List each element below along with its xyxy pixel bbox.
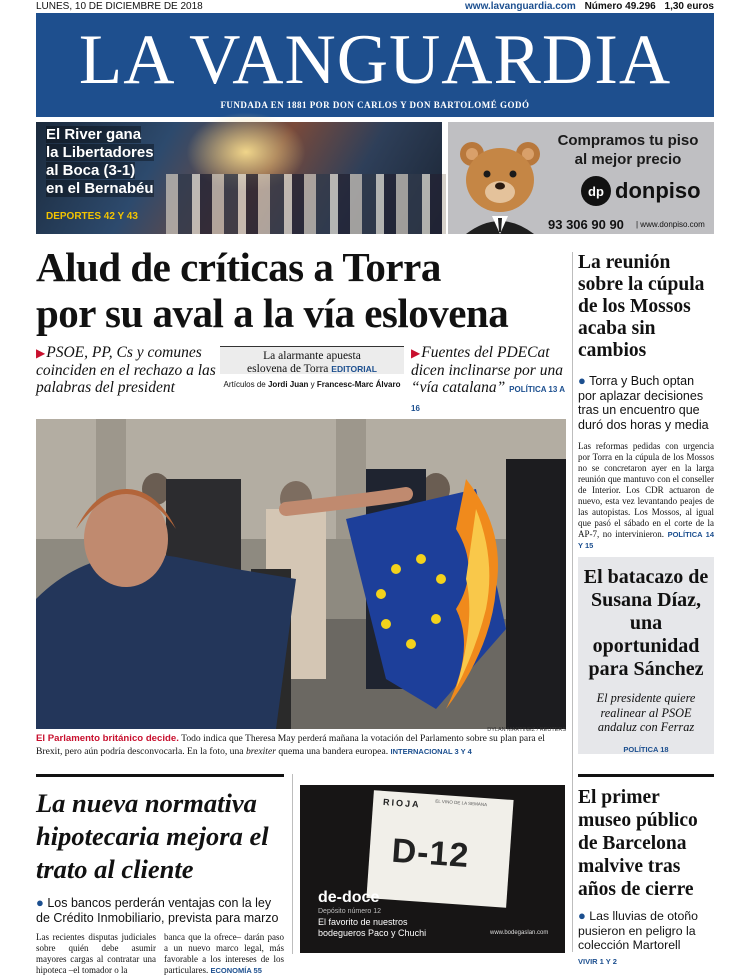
masthead-subtitle: FUNDADA EN 1881 POR DON CARLOS Y DON BARTOLOMÉ GODÓ bbox=[220, 100, 530, 110]
bullet-icon: ● bbox=[36, 895, 44, 910]
museo-headline: El primer museo público de Barcelona malvive tras años de cierre bbox=[578, 787, 698, 900]
museo-section-link[interactable]: VIVIR 1 Y 2 bbox=[578, 956, 617, 966]
wine-brand: de-doce bbox=[318, 889, 380, 906]
celebrating-players-image bbox=[166, 174, 446, 234]
teddy-bear-icon bbox=[454, 134, 546, 234]
right-story-susana-diaz[interactable] bbox=[578, 557, 714, 754]
main-photo[interactable] bbox=[36, 419, 566, 729]
hipotecas-section-link[interactable]: ECONOMÍA 55 bbox=[210, 966, 262, 975]
main-story-section-link[interactable]: POLÍTICA 13 A 16 bbox=[411, 385, 565, 413]
caption-lead: El Parlamento británico decide. bbox=[36, 733, 179, 744]
issue-price: 1,30 euros bbox=[664, 1, 714, 12]
issue-number: Número 49.296 bbox=[584, 1, 656, 12]
bullet-icon: ● bbox=[578, 373, 586, 388]
masthead-logo: LA VANGUARDIA bbox=[78, 21, 672, 99]
hipotecas-headline: La nueva normativa hipotecaria mejora el trato al cliente bbox=[36, 788, 269, 884]
susana-diaz-section-link[interactable]: POLÍTICA 18 bbox=[623, 744, 669, 754]
museo-dek: ● Las lluvias de otoño pusieron en peligro la colección Martorell bbox=[578, 908, 698, 952]
main-subhead-right: ▶Fuentes del PDECat dicen inclinarse por una “vía catalana” POLÍTICA 13 A 16 bbox=[411, 344, 565, 413]
dp-logo-icon: dp bbox=[581, 176, 611, 206]
masthead[interactable] bbox=[36, 13, 714, 117]
wine-url: www.bodegaslan.com bbox=[490, 930, 549, 936]
mossos-body: Las reformas pedidas con urgencia por Torra en la cúpula de los Mossos no se concretaron ayer en la larga reunión que mantuvo con el conseller de Interior. Los CDR actuaron de nuevo, esta vez levantando peajes de las autopistas. Los Mossos, al igual que pasó el sábado en el corte de la AP-7, no intervinieron. POLÍTICA 14 Y 15 bbox=[578, 441, 714, 550]
photo-credit: DYLAN MARTINEZ / REUTERS bbox=[487, 727, 566, 733]
bullet-icon: ● bbox=[578, 908, 586, 923]
susana-diaz-headline: El batacazo de Susana Díaz, una oportunidad para Sánchez bbox=[583, 566, 709, 680]
wine-label-image: RIOJA EL VINO DE LA SEMANA D-12 bbox=[366, 790, 513, 908]
right-story-mossos[interactable] bbox=[578, 252, 714, 551]
donpiso-ad[interactable] bbox=[448, 122, 714, 234]
donpiso-url: | www.donpiso.com bbox=[636, 220, 705, 229]
issue-date: LUNES, 10 DE DICIEMBRE DE 2018 bbox=[36, 1, 203, 12]
mossos-dek: ● Torra y Buch optan por aplazar decisiones tras un encuentro que duró dos horas y media bbox=[578, 373, 709, 432]
red-triangle-icon: ▶ bbox=[411, 346, 421, 360]
column-divider bbox=[572, 252, 573, 952]
sports-promo-headline: El River gana la Libertadores al Boca (3-1) en el Bernabéu bbox=[46, 126, 154, 197]
sports-promo[interactable] bbox=[36, 122, 442, 234]
susana-diaz-dek: El presidente quiere realinear al PSOE andaluz con Ferraz bbox=[596, 691, 696, 734]
wine-deposit: Depósito número 12 bbox=[318, 908, 382, 915]
wine-ad[interactable] bbox=[300, 785, 565, 953]
main-subhead-left: ▶PSOE, PP, Cs y comunes coinciden en el rechazo a las palabras del president bbox=[36, 344, 216, 396]
flag-burning-photo bbox=[36, 419, 566, 729]
column-divider bbox=[292, 774, 293, 954]
mossos-section-link[interactable]: POLÍTICA 14 Y 15 bbox=[578, 530, 714, 550]
sports-promo-section: DEPORTES 42 Y 43 bbox=[46, 211, 138, 222]
donpiso-logo: dp donpiso bbox=[581, 176, 701, 206]
donpiso-phone: 93 306 90 90 bbox=[548, 217, 624, 232]
hipotecas-body: Las recientes disputas judiciales sobre quién debe asumir mayores cargas al contratar una hipoteca –el tomador o la banca que la ofrece– darán paso a un nuevo marco legal, más favorable a los intereses de los particulares. ECONOMÍA 55 bbox=[36, 932, 284, 975]
red-triangle-icon: ▶ bbox=[36, 346, 46, 360]
right-story-museo[interactable] bbox=[578, 774, 714, 966]
editorial-box[interactable]: La alarmante apuesta eslovena de Torra EDITORIAL Artículos de Jordi Juan y Francesc-Marc Álvaro bbox=[220, 346, 404, 389]
editorial-tag: EDITORIAL bbox=[331, 364, 377, 374]
donpiso-slogan: Compramos tu piso al mejor precio bbox=[557, 132, 699, 168]
mossos-headline: La reunión sobre la cúpula de los Mossos acaba sin cambios bbox=[578, 252, 705, 361]
caption-section-link[interactable]: INTERNACIONAL 3 Y 4 bbox=[390, 746, 472, 756]
editorial-byline: Artículos de Jordi Juan y Francesc-Marc Álvaro bbox=[223, 380, 401, 389]
photo-caption: El Parlamento británico decide. Todo indica que Theresa May perderá mañana la votación del Parlamento sobre su plan para el Brexit, pero aún podría desconvocarla. En la foto, una brexiter quema una bandera europea. INTERNACIONAL 3 Y 4 bbox=[36, 733, 545, 757]
top-info-strip bbox=[36, 0, 714, 13]
main-headline[interactable]: Alud de críticas a Torra por su aval a la vía eslovena bbox=[36, 244, 509, 336]
wine-claim: El favorito de nuestros bodegueros Paco y Chuchi bbox=[318, 917, 427, 938]
hipotecas-dek: ● Los bancos perderán ventajas con la ley de Crédito Inmobiliario, prevista para marzo bbox=[36, 895, 279, 925]
story-hipotecas[interactable] bbox=[36, 774, 284, 976]
site-url-link[interactable]: www.lavanguardia.com bbox=[465, 1, 576, 12]
